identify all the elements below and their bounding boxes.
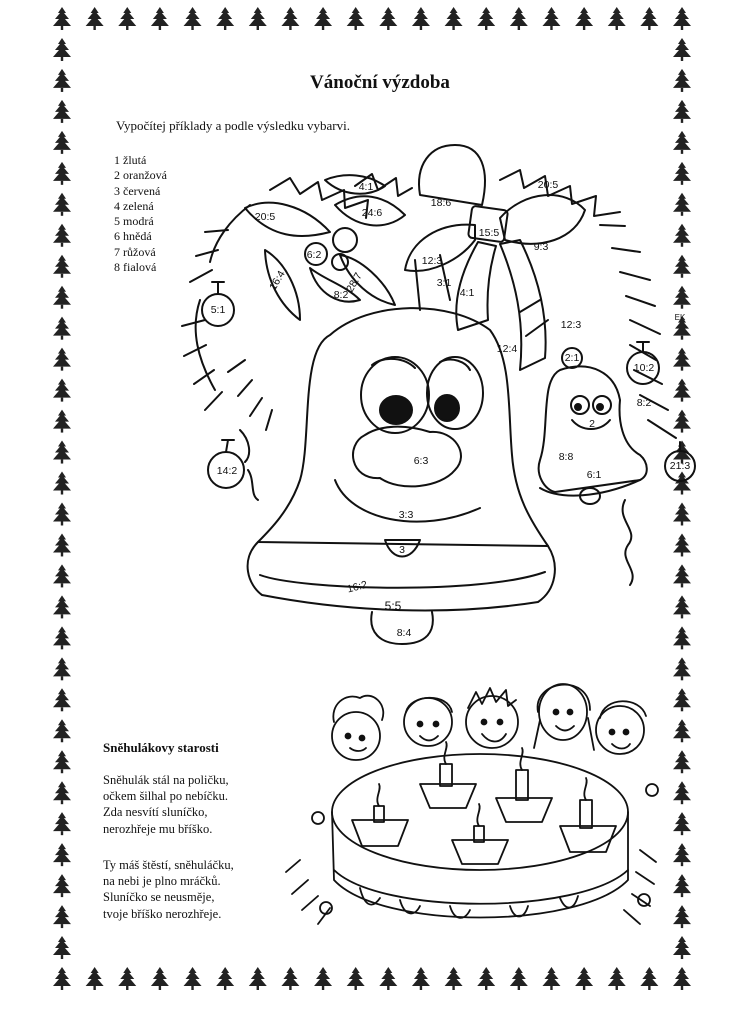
problem-label: EK [674, 313, 686, 322]
poem-line: tvoje bříško nerozhřeje. [103, 906, 222, 921]
color-key-item: 8 fialová [114, 260, 157, 275]
color-key-item: 4 zelená [114, 198, 154, 213]
problem-label: 21:3 [669, 460, 691, 472]
problem-label: 4:1 [459, 287, 475, 299]
problem-label: 20:5 [537, 179, 559, 191]
instruction-text: Vypočítej příklady a podle výsledku vybarvi. [116, 118, 350, 133]
child-face [332, 696, 383, 760]
poem-line: na nebi je plno mráčků. [103, 874, 221, 889]
problem-label: 8:2 [636, 397, 652, 409]
color-key-item: 3 červená [114, 183, 161, 198]
color-key-item: 1 žlutá [114, 153, 147, 167]
problem-label: 9:3 [533, 241, 549, 253]
problem-label: 10:2 [633, 362, 655, 374]
problem-label: 16:4 [267, 268, 288, 293]
problem-label: 14:2 [216, 465, 238, 477]
problem-label: 3:3 [398, 509, 414, 521]
problem-label: 12:3 [421, 255, 443, 267]
candle-cup [420, 742, 476, 808]
color-key-item: 7 růžová [114, 244, 156, 259]
candle-cup [452, 804, 508, 864]
problem-label: 3:1 [436, 277, 452, 289]
problem-label: 2 [589, 418, 595, 430]
problem-label: 18:6 [430, 197, 452, 209]
problem-label: 12:3 [560, 319, 582, 331]
child-face [596, 701, 646, 754]
poem-line: Ty máš štěstí, sněhuláčku, [103, 858, 234, 872]
problem-label: 5:1 [210, 304, 226, 316]
problem-label: 12:4 [496, 343, 518, 355]
problem-label: 4:1 [358, 181, 374, 193]
problem-label: 6:3 [413, 455, 429, 467]
problem-label: 28:7 [344, 270, 365, 295]
problem-label: 8:4 [396, 627, 412, 639]
problem-label: 16:2 [345, 578, 369, 596]
poem-line: Sluníčko se neusměje, [103, 890, 215, 905]
poem-title: Sněhulákovy starosti [103, 740, 219, 755]
color-key-item: 2 oranžová [114, 168, 167, 183]
color-key-item: 6 hnědá [114, 229, 152, 244]
poem-line: Sněhulák stál na poličku, [103, 773, 229, 787]
problem-label: 20:5 [254, 211, 276, 223]
candle-cup [352, 784, 408, 846]
problem-label: 6:1 [586, 469, 602, 481]
child-face [404, 698, 452, 746]
color-key-item: 5 modrá [114, 214, 154, 229]
problem-label: 24:6 [361, 207, 383, 219]
problem-label: 6:2 [306, 249, 322, 261]
child-face [534, 684, 594, 750]
poem-line: Zda nesvítí sluníčko, [103, 805, 208, 820]
page-title: Vánoční výzdoba [310, 72, 450, 93]
poem-line: očkem šilhal po nebíčku. [103, 789, 228, 804]
problem-label: 8:2 [333, 289, 349, 301]
problem-label: 3 [399, 544, 405, 556]
problem-label: 5:5 [384, 599, 402, 613]
problem-label: 8:8 [558, 451, 574, 463]
problem-label: 15:5 [478, 227, 500, 239]
problem-label: 2:1 [564, 352, 580, 364]
poem-line: nerozhřeje mu bříško. [103, 821, 213, 836]
child-face [466, 688, 518, 748]
